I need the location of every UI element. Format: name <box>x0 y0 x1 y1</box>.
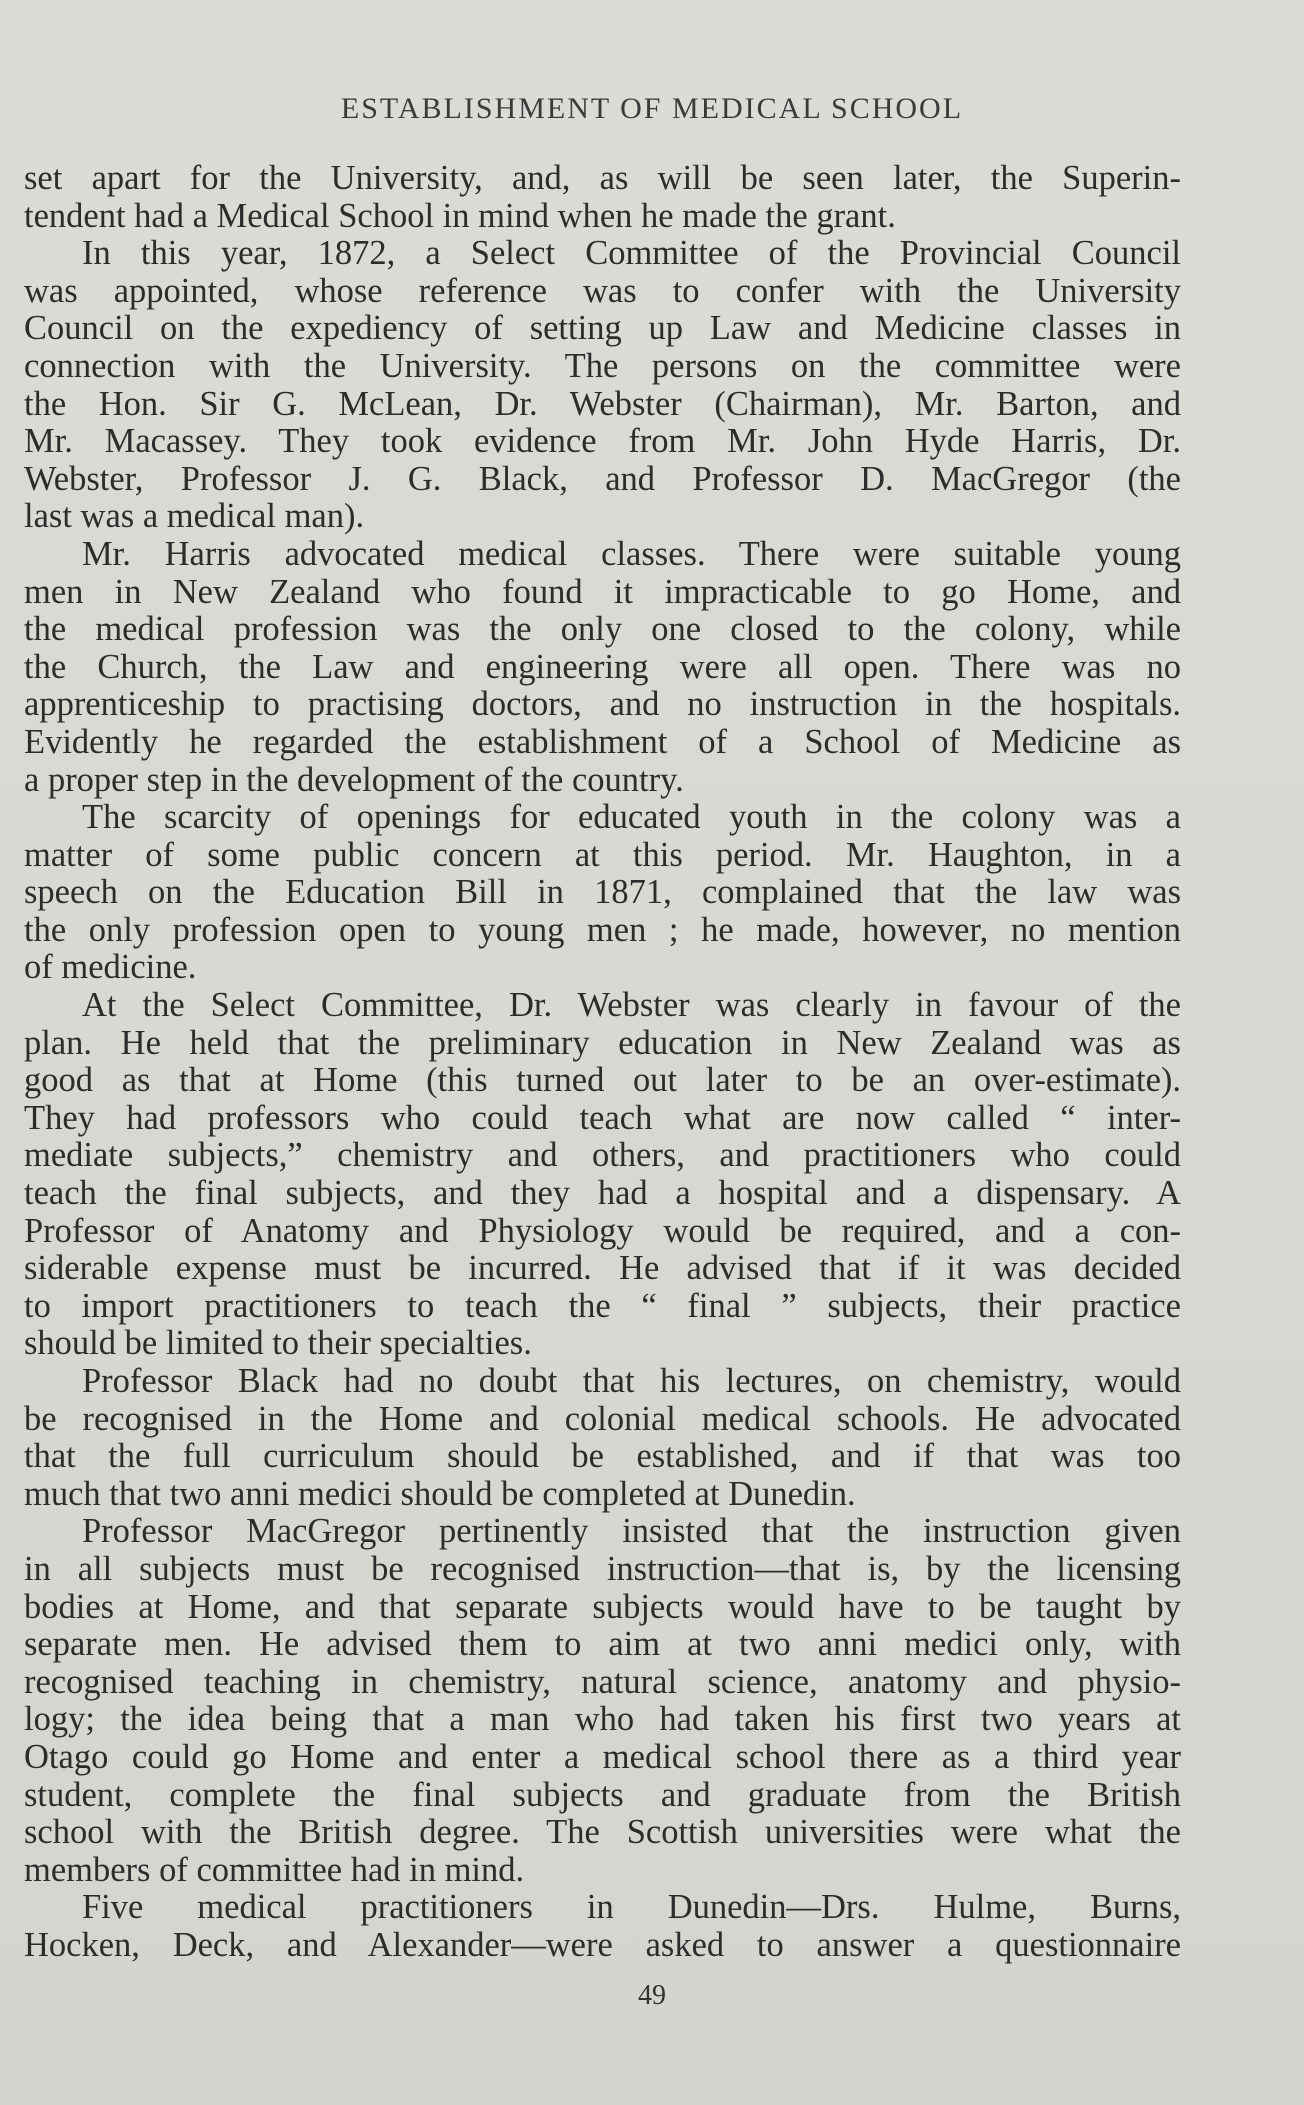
text-line: be recognised in the Home and colonial medical schools. He advocated <box>24 1400 1181 1438</box>
text-line: tendent had a Medical School in mind when he made the grant. <box>24 197 896 235</box>
text-line: student, complete the final subjects and graduate from the British <box>24 1776 1181 1814</box>
text-line: Mr. Harris advocated medical classes. There were suitable young <box>82 535 1181 573</box>
text-line: the only profession open to young men ; he made, however, no mention <box>24 911 1181 949</box>
text-line: that the full curriculum should be established, and if that was too <box>24 1438 1181 1476</box>
text-line: in all subjects must be recognised instruction—that is, by the licensing <box>24 1550 1181 1588</box>
text-line: connection with the University. The persons on the committee were <box>24 347 1181 385</box>
text-line: a proper step in the development of the country. <box>24 761 684 799</box>
text-line: good as that at Home (this turned out later to be an over-estimate). <box>24 1062 1181 1100</box>
text-line: speech on the Education Bill in 1871, complained that the law was <box>24 874 1181 912</box>
text-line: The scarcity of openings for educated youth in the colony was a <box>82 799 1181 837</box>
text-line: matter of some public concern at this period. Mr. Haughton, in a <box>24 836 1181 874</box>
text-line: Five medical practitioners in Dunedin—Drs. Hulme, Burns, <box>82 1889 1181 1927</box>
text-line: At the Select Committee, Dr. Webster was clearly in favour of the <box>82 987 1181 1025</box>
text-line: siderable expense must be incurred. He advised that if it was decided <box>24 1250 1181 1288</box>
text-line: Professor MacGregor pertinently insisted that the instruction given <box>82 1513 1181 1551</box>
text-line: bodies at Home, and that separate subjects would have to be taught by <box>24 1588 1181 1626</box>
text-line: In this year, 1872, a Select Committee of the Provincial Council <box>82 235 1181 273</box>
text-line: the Hon. Sir G. McLean, Dr. Webster (Chairman), Mr. Barton, and <box>24 385 1181 423</box>
text-line: apprenticeship to practising doctors, and no instruction in the hospitals. <box>24 686 1181 724</box>
text-line: separate men. He advised them to aim at two anni medici only, with <box>24 1626 1181 1664</box>
text-line: plan. He held that the preliminary education in New Zealand was as <box>24 1024 1181 1062</box>
text-line: Webster, Professor J. G. Black, and Professor D. MacGregor (the <box>24 460 1181 498</box>
text-line: teach the final subjects, and they had a hospital and a dispensary. A <box>24 1175 1181 1213</box>
body-text <box>24 160 1181 1965</box>
text-line: Evidently he regarded the establishment of a School of Medicine as <box>24 723 1181 761</box>
text-line: Mr. Macassey. They took evidence from Mr. John Hyde Harris, Dr. <box>24 423 1181 461</box>
text-line: men in New Zealand who found it impracticable to go Home, and <box>24 573 1181 611</box>
text-line: Hocken, Deck, and Alexander—were asked to answer a questionnaire <box>24 1926 1181 1964</box>
text-line: logy; the idea being that a man who had taken his first two years at <box>24 1701 1181 1739</box>
text-line: school with the British degree. The Scottish universities were what the <box>24 1814 1181 1852</box>
text-line: Professor of Anatomy and Physiology would be required, and a con- <box>24 1212 1181 1250</box>
text-line: Council on the expediency of setting up Law and Medicine classes in <box>24 310 1181 348</box>
text-line: Professor Black had no doubt that his lectures, on chemistry, would <box>82 1363 1181 1400</box>
text-line: set apart for the University, and, as will be seen later, the Superin- <box>24 160 1181 197</box>
text-line: mediate subjects,” chemistry and others, and practitioners who could <box>24 1137 1181 1175</box>
text-line: the medical profession was the only one closed to the colony, while <box>24 611 1181 649</box>
text-line: should be limited to their specialties. <box>24 1325 532 1363</box>
text-line: They had professors who could teach what are now called “ inter- <box>24 1099 1181 1137</box>
running-header: ESTABLISHMENT OF MEDICAL SCHOOL <box>340 92 964 125</box>
text-line: to import practitioners to teach the “ final ” subjects, their practice <box>24 1287 1181 1325</box>
text-line: Otago could go Home and enter a medical school there as a third year <box>24 1738 1181 1776</box>
text-line: recognised teaching in chemistry, natural science, anatomy and physio- <box>24 1663 1181 1701</box>
page-number: 49 <box>638 1980 666 2011</box>
text-line: the Church, the Law and engineering were all open. There was no <box>24 648 1181 686</box>
text-line: much that two anni medici should be completed at Dunedin. <box>24 1475 856 1513</box>
text-line: last was a medical man). <box>24 498 365 536</box>
text-line: was appointed, whose reference was to confer with the University <box>24 272 1181 310</box>
text-line: of medicine. <box>24 949 197 987</box>
text-line: members of committee had in mind. <box>24 1851 525 1889</box>
